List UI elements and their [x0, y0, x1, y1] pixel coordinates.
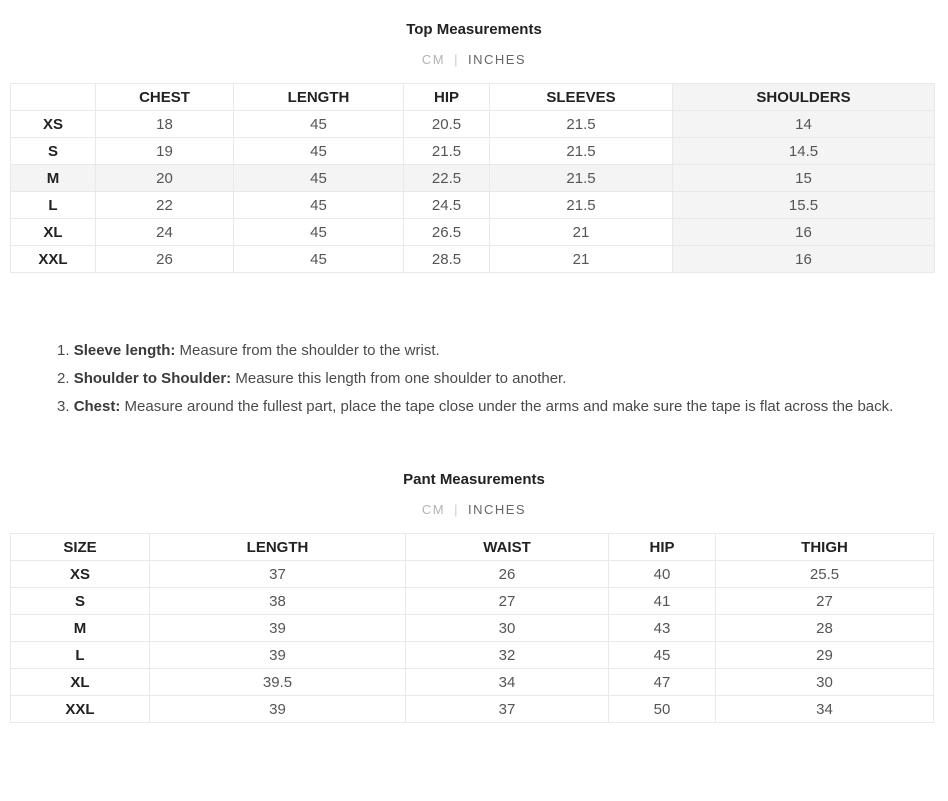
value-cell: 18: [96, 111, 234, 138]
size-cell: S: [11, 138, 96, 165]
value-cell: 21.5: [490, 111, 673, 138]
value-cell: 21.5: [490, 165, 673, 192]
table-row: [11, 561, 934, 588]
table-row: [11, 192, 935, 219]
value-cell: 45: [234, 165, 404, 192]
value-cell: 45: [234, 111, 404, 138]
top-unit-toggle: [0, 52, 948, 67]
instruction-item: [57, 337, 927, 365]
value-cell: 47: [609, 669, 716, 696]
instruction-item: [57, 393, 927, 421]
pant-measurements-title: Pant Measurements: [403, 471, 545, 488]
column-header: HIP: [404, 84, 490, 111]
value-cell: 22.5: [404, 165, 490, 192]
size-cell: XXL: [11, 696, 150, 723]
size-cell: XXL: [11, 246, 96, 273]
unit-cm-option[interactable]: CM: [421, 502, 446, 517]
table-row: [11, 219, 935, 246]
value-cell: 50: [609, 696, 716, 723]
value-cell: 28.5: [404, 246, 490, 273]
table-row: [11, 165, 935, 192]
column-header: [11, 84, 96, 111]
table-row: [11, 615, 934, 642]
table-row: [11, 642, 934, 669]
value-cell: 21: [490, 246, 673, 273]
size-cell: L: [11, 642, 150, 669]
value-cell: 15: [673, 165, 935, 192]
value-cell: 21: [490, 219, 673, 246]
column-header: LENGTH: [234, 84, 404, 111]
value-cell: 16: [673, 219, 935, 246]
unit-inches-option[interactable]: INCHES: [467, 502, 527, 517]
value-cell: 45: [234, 192, 404, 219]
value-cell: 34: [406, 669, 609, 696]
value-cell: 24.5: [404, 192, 490, 219]
value-cell: 26: [96, 246, 234, 273]
table-row: [11, 696, 934, 723]
size-cell: M: [11, 165, 96, 192]
value-cell: 27: [406, 588, 609, 615]
column-header: LENGTH: [150, 534, 406, 561]
value-cell: 37: [150, 561, 406, 588]
value-cell: 40: [609, 561, 716, 588]
unit-separator: |: [454, 52, 459, 67]
value-cell: 30: [716, 669, 934, 696]
instruction-number: 3.: [57, 398, 74, 415]
value-cell: 14: [673, 111, 935, 138]
column-header: WAIST: [406, 534, 609, 561]
value-cell: 25.5: [716, 561, 934, 588]
unit-separator: |: [454, 502, 459, 517]
value-cell: 39: [150, 642, 406, 669]
column-header: CHEST: [96, 84, 234, 111]
column-header: SHOULDERS: [673, 84, 935, 111]
size-cell: S: [11, 588, 150, 615]
value-cell: 45: [234, 138, 404, 165]
size-cell: XS: [11, 111, 96, 138]
top-measurements-title: Top Measurements: [406, 21, 542, 38]
value-cell: 38: [150, 588, 406, 615]
value-cell: 16: [673, 246, 935, 273]
value-cell: 45: [609, 642, 716, 669]
column-header: THIGH: [716, 534, 934, 561]
size-cell: XS: [11, 561, 150, 588]
value-cell: 37: [406, 696, 609, 723]
top-measurements-table: [10, 83, 935, 273]
value-cell: 26: [406, 561, 609, 588]
instruction-text: Measure around the fullest part, place the tape close under the arms and make sure the tape is flat across the back.: [120, 398, 894, 415]
size-cell: M: [11, 615, 150, 642]
value-cell: 39: [150, 615, 406, 642]
table-row: [11, 246, 935, 273]
instruction-text: Measure this length from one shoulder to another.: [231, 370, 567, 387]
instruction-label: Shoulder to Shoulder:: [73, 370, 232, 387]
value-cell: 22: [96, 192, 234, 219]
value-cell: 45: [234, 219, 404, 246]
size-cell: XL: [11, 219, 96, 246]
size-cell: XL: [11, 669, 150, 696]
table-row: [11, 111, 935, 138]
value-cell: 14.5: [673, 138, 935, 165]
pant-measurements-table: [10, 533, 934, 723]
header-row: [11, 534, 934, 561]
value-cell: 34: [716, 696, 934, 723]
value-cell: 21.5: [404, 138, 490, 165]
instruction-number: 1.: [57, 342, 74, 359]
instruction-text: Measure from the shoulder to the wrist.: [175, 342, 440, 359]
header-row: [11, 84, 935, 111]
value-cell: 20.5: [404, 111, 490, 138]
value-cell: 20: [96, 165, 234, 192]
instruction-number: 2.: [57, 370, 74, 387]
pant-unit-toggle: [0, 502, 948, 517]
value-cell: 43: [609, 615, 716, 642]
value-cell: 30: [406, 615, 609, 642]
column-header: SLEEVES: [490, 84, 673, 111]
value-cell: 15.5: [673, 192, 935, 219]
unit-inches-option[interactable]: INCHES: [467, 52, 527, 67]
value-cell: 21.5: [490, 138, 673, 165]
column-header: SIZE: [11, 534, 150, 561]
value-cell: 45: [234, 246, 404, 273]
value-cell: 19: [96, 138, 234, 165]
value-cell: 21.5: [490, 192, 673, 219]
table-row: [11, 138, 935, 165]
unit-cm-option[interactable]: CM: [421, 52, 446, 67]
value-cell: 27: [716, 588, 934, 615]
column-header: HIP: [609, 534, 716, 561]
value-cell: 39.5: [150, 669, 406, 696]
size-cell: L: [11, 192, 96, 219]
value-cell: 28: [716, 615, 934, 642]
measurement-instructions: [57, 337, 927, 421]
instruction-item: [57, 365, 927, 393]
value-cell: 29: [716, 642, 934, 669]
value-cell: 39: [150, 696, 406, 723]
value-cell: 32: [406, 642, 609, 669]
value-cell: 24: [96, 219, 234, 246]
value-cell: 26.5: [404, 219, 490, 246]
value-cell: 41: [609, 588, 716, 615]
table-row: [11, 669, 934, 696]
table-row: [11, 588, 934, 615]
instruction-label: Chest:: [73, 398, 121, 415]
instruction-label: Sleeve length:: [73, 342, 176, 359]
